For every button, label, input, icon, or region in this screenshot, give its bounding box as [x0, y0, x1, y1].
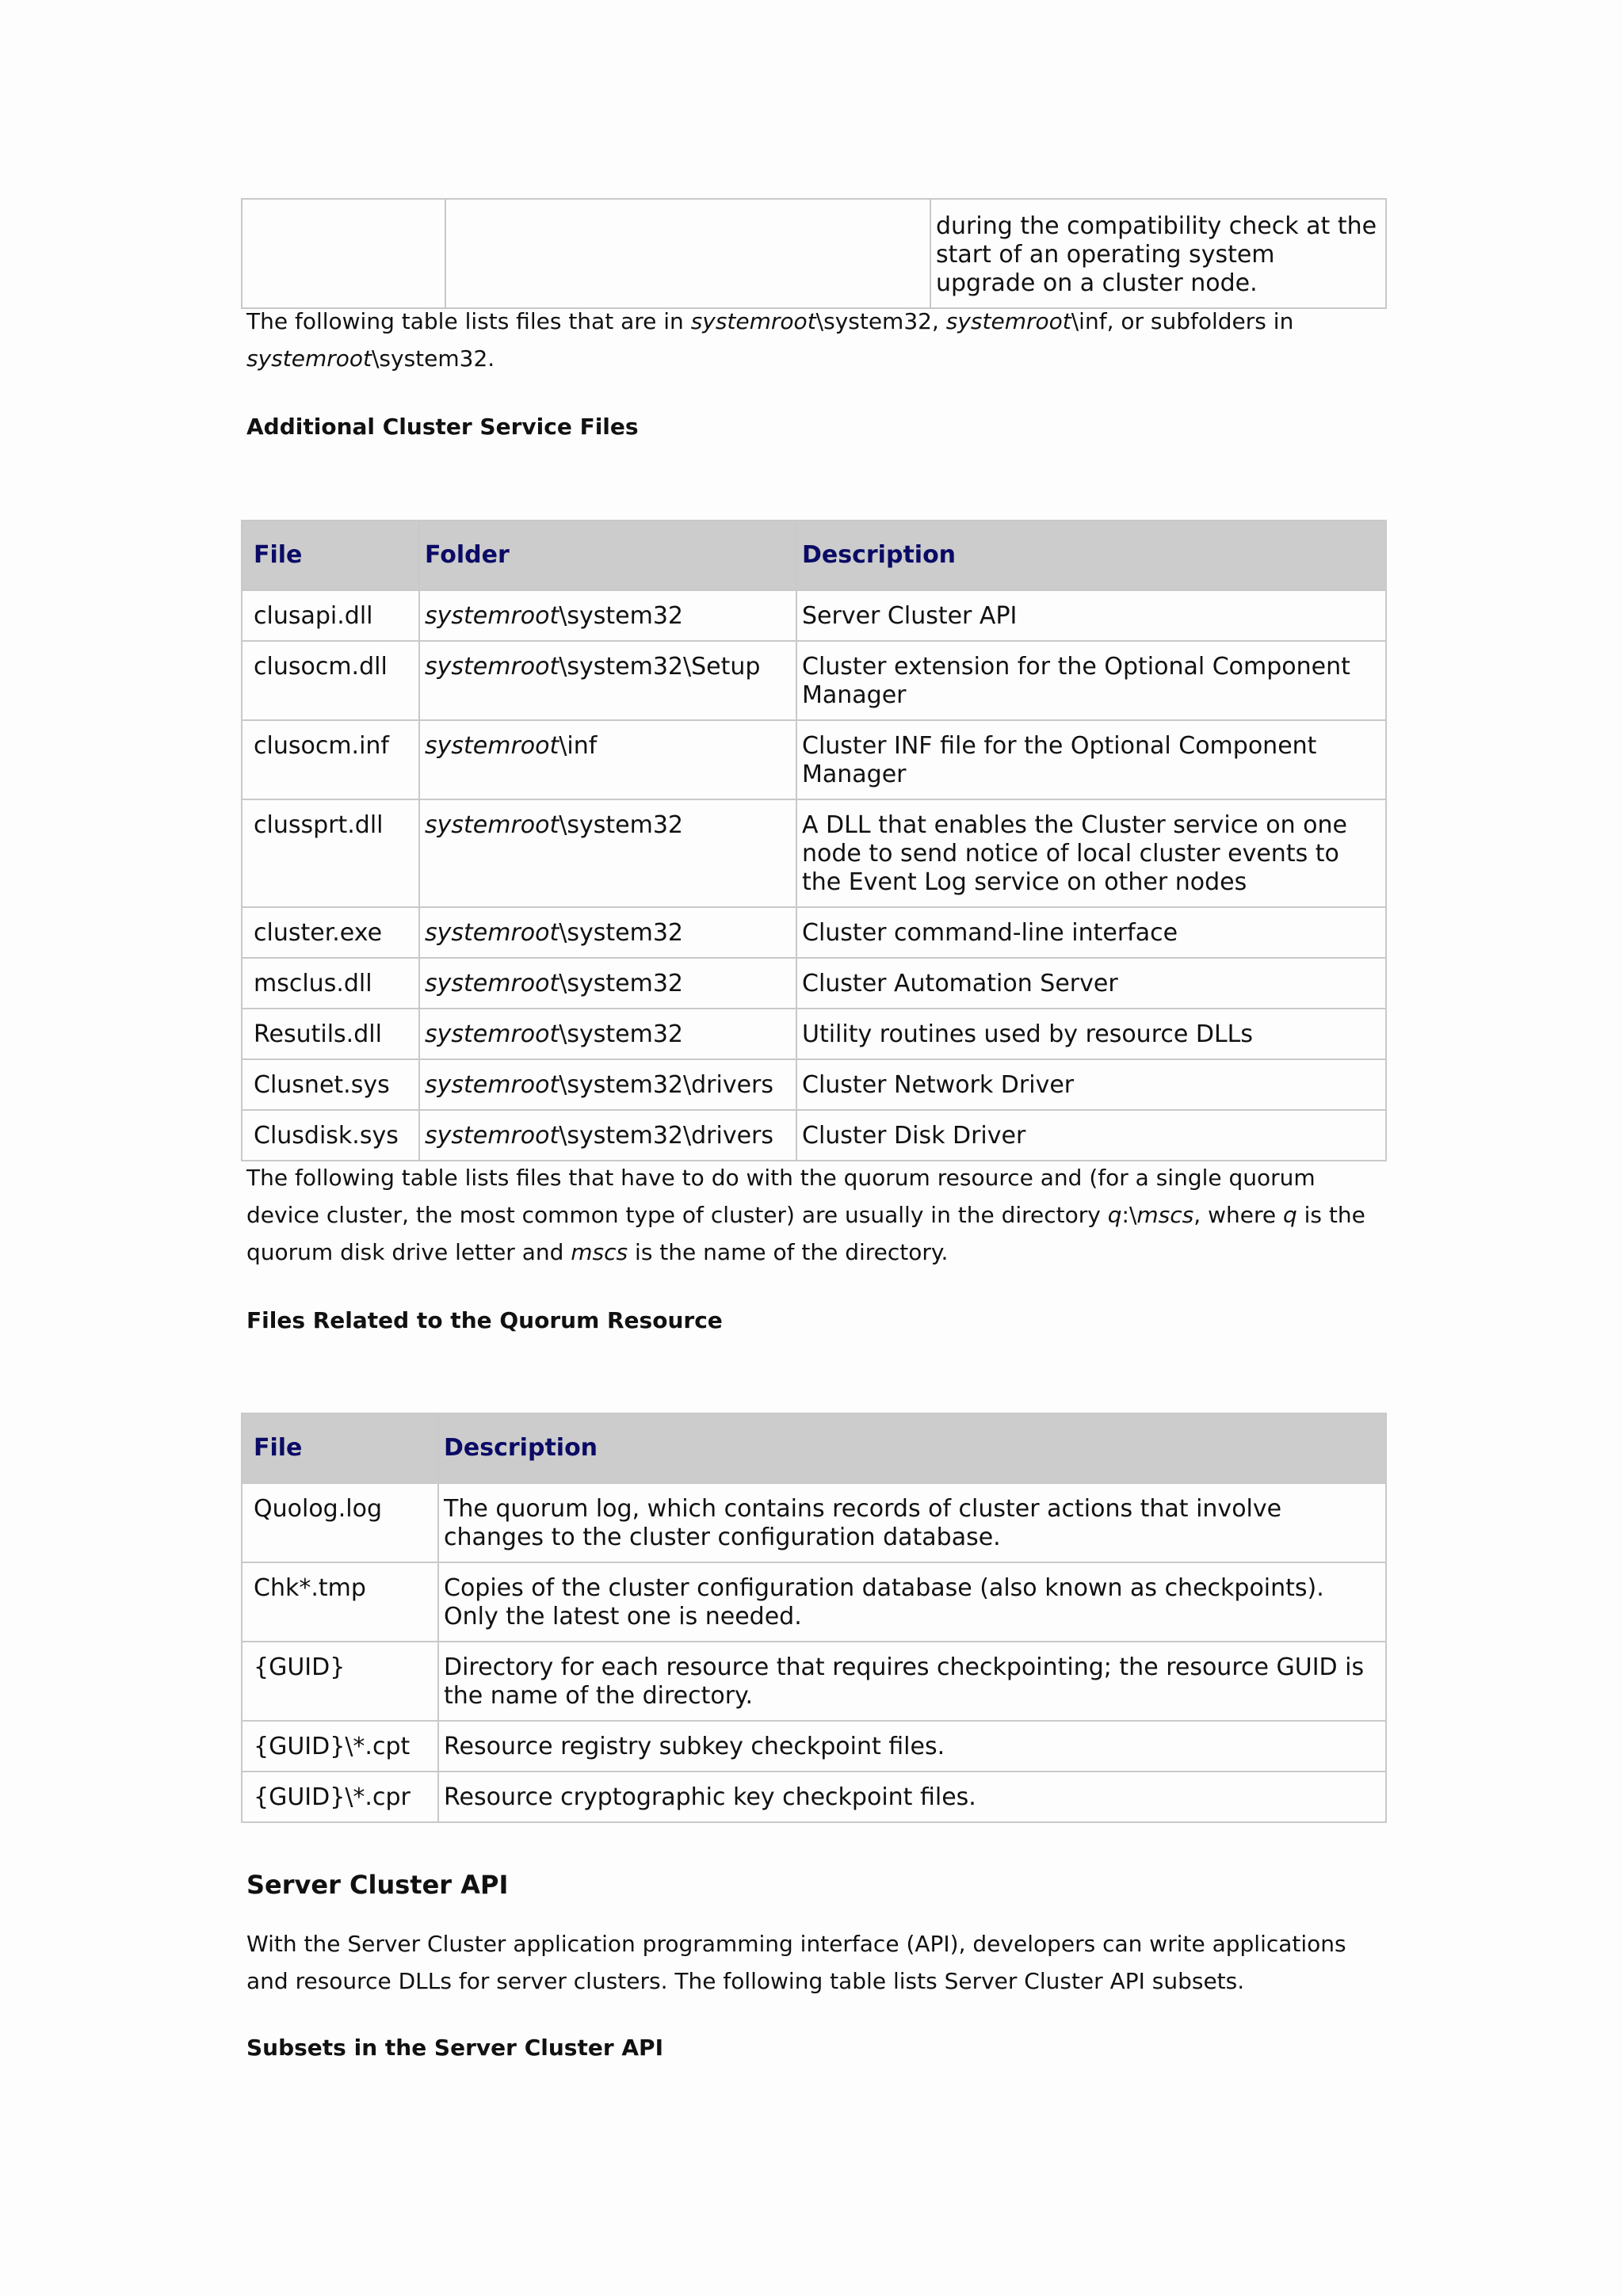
folder-path: \inf — [559, 732, 598, 760]
folder-cell — [419, 590, 796, 641]
folder-path: \system32 — [559, 1020, 684, 1048]
folder-cell — [419, 720, 796, 799]
section-body: With the Server Cluster application programming interface (API), developers can write applications and resource DLLs for server clusters. The following table lists Server Cluster API subsets. — [246, 1931, 1346, 1994]
table-header-row — [242, 1413, 1386, 1483]
description-cell: The quorum log, which contains records of cluster actions that involve changes to the cluster configuration database. — [438, 1483, 1386, 1562]
folder-root: systemroot — [425, 1071, 559, 1099]
table-row — [242, 590, 1386, 641]
column-header-description: Description — [796, 521, 1386, 590]
folder-path: \system32 — [559, 919, 684, 947]
file-cell: Quolog.log — [242, 1483, 438, 1562]
text: q — [1107, 1202, 1122, 1228]
folder-path: \system32 — [559, 811, 684, 839]
folder-root: systemroot — [425, 732, 559, 760]
cluster-service-files-table — [241, 520, 1387, 1161]
description-cell: Cluster Network Driver — [796, 1059, 1386, 1110]
description-cell: A DLL that enables the Cluster service on one node to send notice of local cluster events to the Event Log service on other nodes — [796, 799, 1386, 907]
folder-cell — [419, 799, 796, 907]
folder-root: systemroot — [425, 602, 559, 630]
description-cell: Cluster INF file for the Optional Component Manager — [796, 720, 1386, 799]
description-cell: Cluster extension for the Optional Component Manager — [796, 641, 1386, 720]
text: \system32. — [371, 345, 495, 372]
intro-paragraph-1 — [246, 303, 1388, 377]
folder-root: systemroot — [425, 1020, 559, 1048]
table-row — [242, 907, 1386, 958]
section-heading: Server Cluster API — [246, 1870, 509, 1900]
text: is the quorum disk drive letter and — [246, 1202, 1365, 1265]
text: mscs — [1136, 1202, 1194, 1228]
text: systemroot — [945, 308, 1071, 334]
table1-title: Additional Cluster Service Files — [246, 414, 639, 440]
description-cell: Directory for each resource that requires checkpointing; the resource GUID is the name of the directory. — [438, 1642, 1386, 1721]
file-cell: Resutils.dll — [242, 1009, 419, 1059]
description-cell: Utility routines used by resource DLLs — [796, 1009, 1386, 1059]
folder-cell — [419, 1110, 796, 1161]
table-row — [242, 641, 1386, 720]
quorum-files-table — [241, 1413, 1387, 1823]
table-header-row — [242, 521, 1386, 590]
table-row — [242, 1483, 1386, 1562]
file-cell: msclus.dll — [242, 958, 419, 1009]
table-row — [242, 1009, 1386, 1059]
text: systemroot — [690, 308, 816, 334]
text: systemroot — [246, 345, 372, 372]
table-row — [242, 799, 1386, 907]
folder-cell — [419, 1009, 796, 1059]
file-cell: {GUID}\*.cpt — [242, 1721, 438, 1772]
folder-cell — [419, 1059, 796, 1110]
text: , where — [1193, 1202, 1283, 1228]
folder-root: systemroot — [425, 970, 559, 997]
description-cell: Cluster Disk Driver — [796, 1110, 1386, 1161]
file-cell: clusocm.dll — [242, 641, 419, 720]
empty-cell — [242, 199, 445, 308]
file-cell: clussprt.dll — [242, 799, 419, 907]
column-header-file: File — [242, 1413, 438, 1483]
folder-cell — [419, 641, 796, 720]
description-cell: during the compatibility check at the start of an operating system upgrade on a cluster node. — [930, 199, 1386, 308]
text: The following table lists files that have to do with the quorum resource and (for a single quorum device cluster, the most common type of cluster) are usually in the directory — [246, 1165, 1316, 1228]
folder-path: \system32\drivers — [559, 1071, 773, 1099]
table-row — [242, 1059, 1386, 1110]
file-cell: Clusdisk.sys — [242, 1110, 419, 1161]
description-cell: Copies of the cluster configuration database (also known as checkpoints). Only the latest one is needed. — [438, 1562, 1386, 1642]
table-row — [242, 720, 1386, 799]
description-cell: Cluster command-line interface — [796, 907, 1386, 958]
folder-path: \system32 — [559, 602, 684, 630]
folder-root: systemroot — [425, 919, 559, 947]
file-cell: cluster.exe — [242, 907, 419, 958]
text: \inf, or subfolders in — [1071, 308, 1294, 334]
file-cell: clusapi.dll — [242, 590, 419, 641]
table-row — [242, 1110, 1386, 1161]
continuation-table — [241, 198, 1387, 309]
text: \system32, — [815, 308, 946, 334]
text: The following table lists files that are in — [246, 308, 691, 334]
text: q — [1282, 1202, 1297, 1228]
folder-root: systemroot — [425, 811, 559, 839]
folder-path: \system32 — [559, 970, 684, 997]
table2-title: Files Related to the Quorum Resource — [246, 1307, 723, 1333]
column-header-description: Description — [438, 1413, 1386, 1483]
text: :\ — [1121, 1202, 1137, 1228]
description-cell: Cluster Automation Server — [796, 958, 1386, 1009]
table-row — [242, 1642, 1386, 1721]
description-cell: Resource cryptographic key checkpoint files. — [438, 1772, 1386, 1822]
table-row — [242, 1562, 1386, 1642]
file-cell: {GUID} — [242, 1642, 438, 1721]
subsets-title: Subsets in the Server Cluster API — [246, 2035, 663, 2061]
description-cell: Server Cluster API — [796, 590, 1386, 641]
file-cell: clusocm.inf — [242, 720, 419, 799]
table-row — [242, 199, 1386, 308]
table-row — [242, 958, 1386, 1009]
folder-root: systemroot — [425, 653, 559, 681]
text: is the name of the directory. — [628, 1239, 949, 1265]
column-header-file: File — [242, 521, 419, 590]
description-cell: Resource registry subkey checkpoint files. — [438, 1721, 1386, 1772]
empty-cell — [445, 199, 930, 308]
table-row — [242, 1772, 1386, 1822]
folder-cell — [419, 907, 796, 958]
table-row — [242, 1721, 1386, 1772]
folder-root: systemroot — [425, 1122, 559, 1150]
file-cell: {GUID}\*.cpr — [242, 1772, 438, 1822]
file-cell: Chk*.tmp — [242, 1562, 438, 1642]
text: mscs — [571, 1239, 628, 1265]
column-header-folder: Folder — [419, 521, 796, 590]
file-cell: Clusnet.sys — [242, 1059, 419, 1110]
intro-paragraph-2 — [246, 1159, 1388, 1271]
folder-path: \system32\Setup — [559, 653, 761, 681]
folder-cell — [419, 958, 796, 1009]
folder-path: \system32\drivers — [559, 1122, 773, 1150]
